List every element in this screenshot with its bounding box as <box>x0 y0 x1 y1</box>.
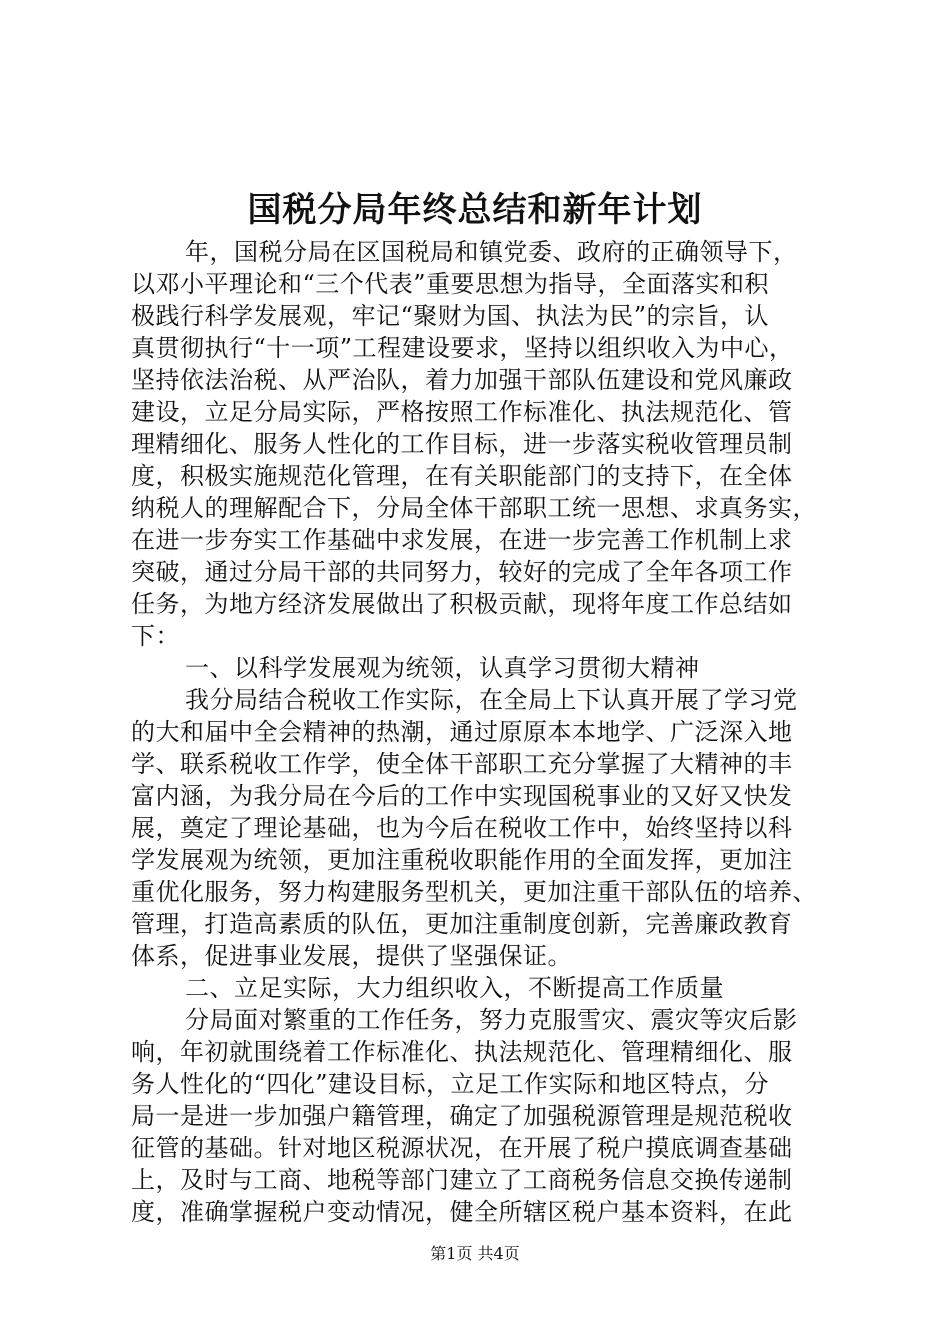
text-line: 真贯彻执行“十一项”工程建设要求，坚持以组织收入为中心， <box>131 334 794 362</box>
text-line: 的大和届中全会精神的热潮，通过原原本本地学、广泛深入地 <box>131 718 793 746</box>
text-line: 度，准确掌握税户变动情况，健全所辖区税户基本资料，在此 <box>131 1198 793 1226</box>
text-line: 局一是进一步加强户籍管理，确定了加强税源管理是规范税收 <box>131 1102 793 1130</box>
text-line: 一、以科学发展观为统领，认真学习贯彻大精神 <box>185 654 700 682</box>
document-title: 国税分局年终总结和新年计划 <box>247 190 703 230</box>
text-line: 任务，为地方经济发展做出了积极贡献，现将年度工作总结如 <box>131 590 793 618</box>
text-line: 在进一步夯实工作基础中求发展，在进一步完善工作机制上求 <box>131 526 793 554</box>
text-line: 体系，促进事业发展，提供了坚强保证。 <box>131 942 572 970</box>
text-line: 度，积极实施规范化管理，在有关职能部门的支持下，在全体 <box>131 462 793 490</box>
text-line: 管理，打造高素质的队伍，更加注重制度创新，完善廉政教育 <box>131 910 793 938</box>
text-line: 重优化服务，努力构建服务型机关，更加注重干部队伍的培养、 <box>131 878 817 906</box>
page-footer: 第1页 共4页 <box>430 1244 520 1263</box>
text-line: 上，及时与工商、地税等部门建立了工商税务信息交换传递制 <box>131 1166 793 1194</box>
text-line: 纳税人的理解配合下，分局全体干部职工统一思想、求真务实， <box>131 494 817 522</box>
text-line: 下： <box>131 622 180 650</box>
text-line: 务人性化的“四化”建设目标，立足工作实际和地区特点，分 <box>131 1070 770 1098</box>
text-line: 年，国税分局在区国税局和镇党委、政府的正确领导下， <box>185 238 798 266</box>
text-line: 以邓小平理论和“三个代表”重要思想为指导，全面落实和积 <box>131 270 770 298</box>
text-line: 理精细化、服务人性化的工作目标，进一步落实税收管理员制 <box>131 430 793 458</box>
text-line: 建设，立足分局实际，严格按照工作标准化、执法规范化、管 <box>131 398 793 426</box>
text-line: 极践行科学发展观，牢记“聚财为国、执法为民”的宗旨，认 <box>131 302 770 330</box>
text-line: 响，年初就围绕着工作标准化、执法规范化、管理精细化、服 <box>131 1038 793 1066</box>
text-line: 学发展观为统领，更加注重税收职能作用的全面发挥，更加注 <box>131 846 793 874</box>
text-line: 富内涵，为我分局在今后的工作中实现国税事业的又好又快发 <box>131 782 793 810</box>
text-line: 二、立足实际，大力组织收入，不断提高工作质量 <box>185 974 724 1002</box>
text-line: 展，奠定了理论基础，也为今后在税收工作中，始终坚持以科 <box>131 814 793 842</box>
text-line: 征管的基础。针对地区税源状况，在开展了税户摸底调查基础 <box>131 1134 793 1162</box>
text-line: 学、联系税收工作学，使全体干部职工充分掌握了大精神的丰 <box>131 750 793 778</box>
text-line: 我分局结合税收工作实际，在全局上下认真开展了学习党 <box>185 686 798 714</box>
text-line: 坚持依法治税、从严治队，着力加强干部队伍建设和党风廉政 <box>131 366 793 394</box>
text-line: 分局面对繁重的工作任务，努力克服雪灾、震灾等灾后影 <box>185 1006 798 1034</box>
text-line: 突破，通过分局干部的共同努力，较好的完成了全年各项工作 <box>131 558 793 586</box>
document-body <box>131 236 831 1228</box>
